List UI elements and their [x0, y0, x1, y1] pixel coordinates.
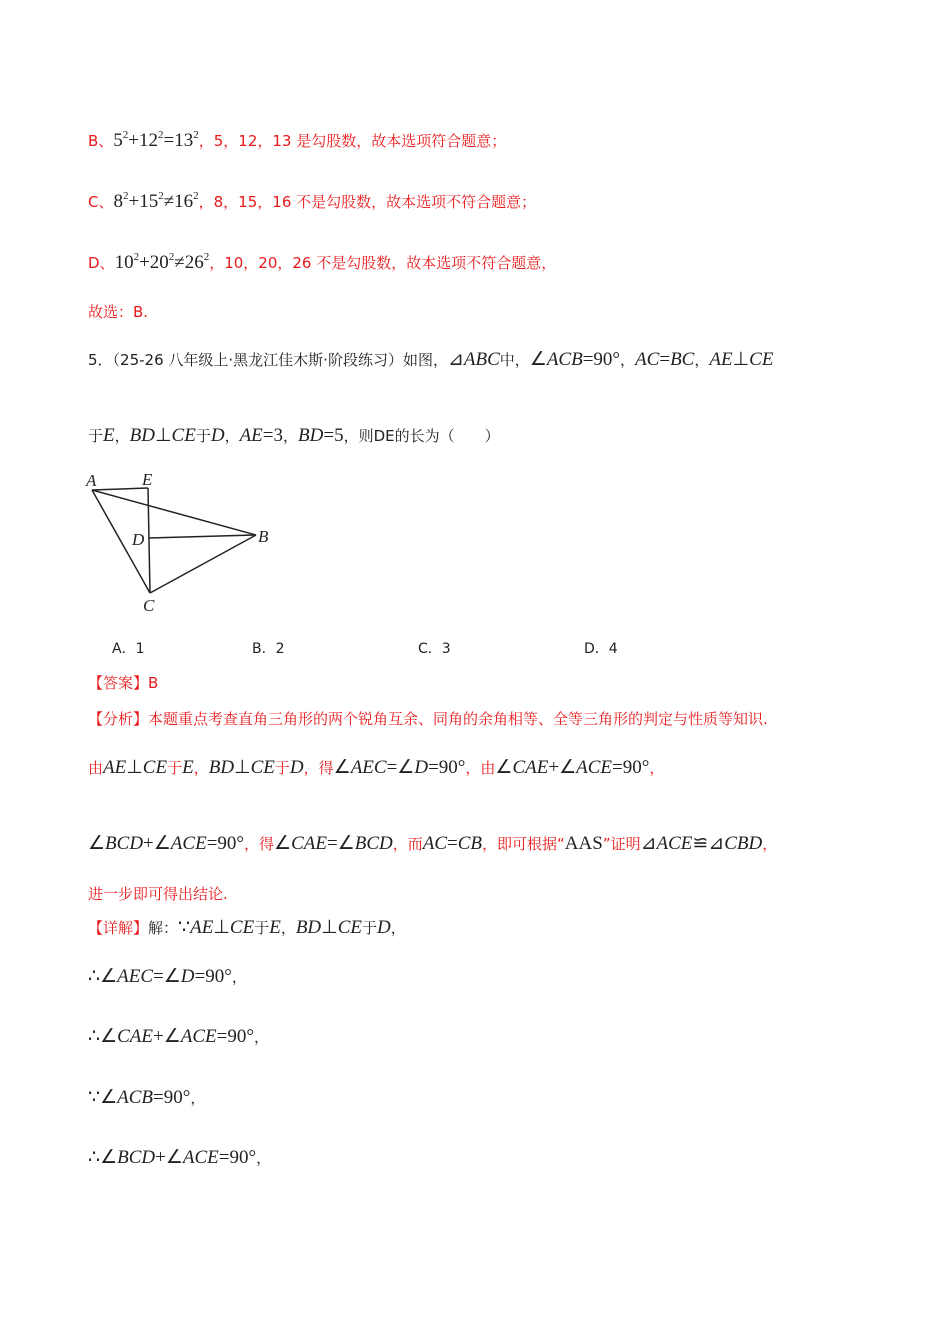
previous-answer: 故选：B.: [88, 303, 149, 321]
detail-line2: ∴∠AEC=∠D=90°，: [88, 966, 247, 987]
option-d-line: D、$10^2+20^2\ne 26^2$，10，20，26 不是勾股数，故本选项不符合题意，: [88, 251, 557, 273]
label-e: E: [142, 470, 153, 489]
choice-a: A．1: [112, 641, 145, 657]
choice-b: B．2: [252, 641, 285, 657]
triangle-figure: [84, 468, 284, 618]
choice-c: C．3: [418, 641, 451, 657]
segment-ab: [92, 490, 256, 535]
segment-db: [149, 535, 256, 538]
question-5-line2: 于E，BD⊥CE于D，AE=3，BD=5，则DE的长为（ ）: [88, 425, 500, 446]
analysis-line2: 由AE⊥CE于E，BD⊥CE于D，得∠AEC=∠D=90°，由∠CAE+∠ACE=90°，: [88, 757, 665, 778]
segment-ae: [92, 488, 148, 490]
detail-line5: ∴∠BCD+∠ACE=90°，: [88, 1147, 272, 1168]
analysis-line4: 进一步即可得出结论.: [88, 885, 228, 903]
analysis-line1: 【分析】本题重点考查直角三角形的两个锐角互余、同角的余角相等、全等三角形的判定与性质等知识.: [88, 710, 768, 728]
question-5-line1: 5．（25-26 八年级上·黑龙江佳木斯·阶段练习）如图，⊿ABC中，∠ACB=90°，AC=BC，AE⊥CE: [88, 349, 774, 370]
analysis-line3: ∠BCD+∠ACE=90°，得∠CAE=∠BCD，而AC=CB，即可根据“AAS”证明⊿ACE≌⊿CBD，: [88, 833, 778, 854]
detail-line4: ∵∠ACB=90°，: [88, 1087, 206, 1108]
option-c-line: C、$8^2+15^2\ne 16^2$，8，15，16 不是勾股数，故本选项不符合题意；: [88, 190, 537, 212]
segment-cb: [150, 535, 256, 593]
option-b-line: B、$5^2+12^2=13^2$，5，12，13 是勾股数，故本选项符合题意；: [88, 129, 507, 151]
detail-line1: 【详解】解：∵AE⊥CE于E，BD⊥CE于D，: [88, 917, 406, 938]
label-a: A: [86, 471, 97, 490]
answer-line: 【答案】B: [88, 674, 159, 692]
label-d: D: [132, 530, 145, 549]
detail-line3: ∴∠CAE+∠ACE=90°，: [88, 1026, 269, 1047]
segment-ec: [148, 488, 150, 593]
choice-d: D．4: [584, 641, 618, 657]
label-b: B: [258, 527, 269, 546]
label-c: C: [143, 596, 155, 615]
